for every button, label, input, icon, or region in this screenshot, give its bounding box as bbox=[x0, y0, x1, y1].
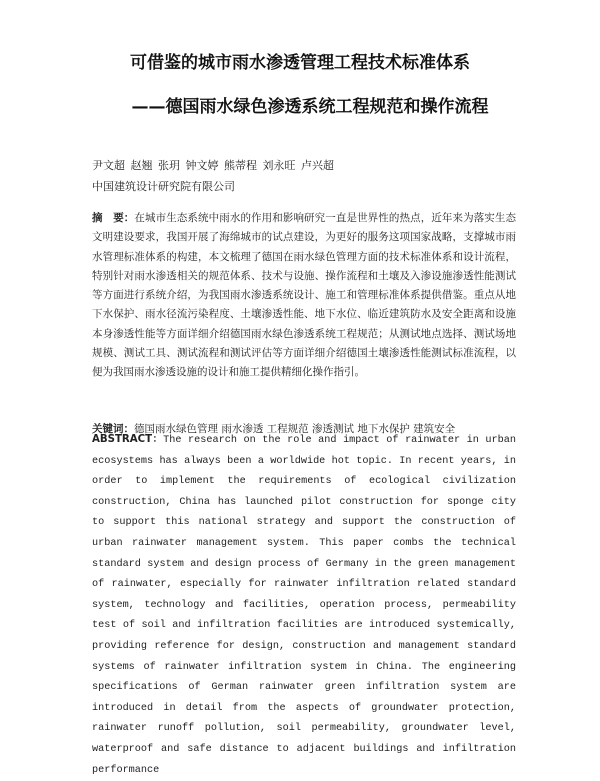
keywords-label: 关键词： bbox=[92, 423, 134, 435]
title-line-2: ——德国雨水绿色渗透系统工程规范和操作流程 bbox=[131, 97, 489, 117]
title-line-1: 可借鉴的城市雨水渗透管理工程技术标准体系 bbox=[130, 53, 470, 73]
chinese-abstract bbox=[92, 209, 516, 383]
english-abstract-paragraph-text bbox=[92, 430, 516, 781]
keywords-text: 德国雨水绿色管理 雨水渗透 工程规范 渗透测试 地下水保护 建筑安全 bbox=[134, 423, 456, 435]
chinese-abstract-label: 摘 要： bbox=[92, 212, 135, 224]
english-abstract-label: ABSTRACT： bbox=[92, 434, 164, 445]
english-abstract-text: The research on the role and impact of rainwater in urban ecosystems has always been a worldwide hot topic. In recent years, in order to implement the requirements of ecological civilization construction, China has launched pilot construction for sponge city to support this national strategy and support the construction of urban rainwater management system. This paper combs the technical standard system and design process of Germany in the green management of rainwater, especially for rainwater infiltration related standard system, technology and facilities, operation process, permeability test of soil and infiltration facilities are introduced systemically, providing reference for design, construction and management standard systems of rainwater infiltration system in China. The engineering specifications of German rainwater green infiltration system are introduced in detail from the aspects of groundwater protection, rainwater runoff pollution, soil permeability, groundwater level, waterproof and safe distance to adjacent buildings and infiltration performance bbox=[92, 435, 516, 776]
chinese-abstract-text: 在城市生态系统中雨水的作用和影响研究一直是世界性的热点，近年来为落实生态文明建设要求，我国开展了海绵城市的试点建设，为更好的服务这项国家战略，支撑城市雨水管理标准体系的构建，本文梳理了德国在雨水绿色管理方面的技术标准体系和设计流程，特别针对雨水渗透相关的规范体系、技术与设施、操作流程和土壤及入渗设施渗透性能测试等方面进行系统介绍，为我国雨水渗透系统设计、施工和管理标准体系提供借鉴。重点从地下水保护、雨水径流污染程度、土壤渗透性能、地下水位、临近建筑防水及安全距离和设施本身渗透性能等方面详细介绍德国雨水绿色渗透系统工程规范；从测试地点选择、测试场地规模、测试工具、测试流程和测试评估等方面详细介绍德国土壤渗透性能测试标准流程，以便为我国雨水渗透设施的设计和施工提供精细化操作指引。 bbox=[92, 212, 517, 379]
affiliation: 中国建筑设计研究院有限公司 bbox=[92, 180, 235, 193]
authors: 尹文超 赵翘 张玥 钟文婷 熊蒂程 刘永旺 卢兴超 bbox=[92, 159, 334, 172]
